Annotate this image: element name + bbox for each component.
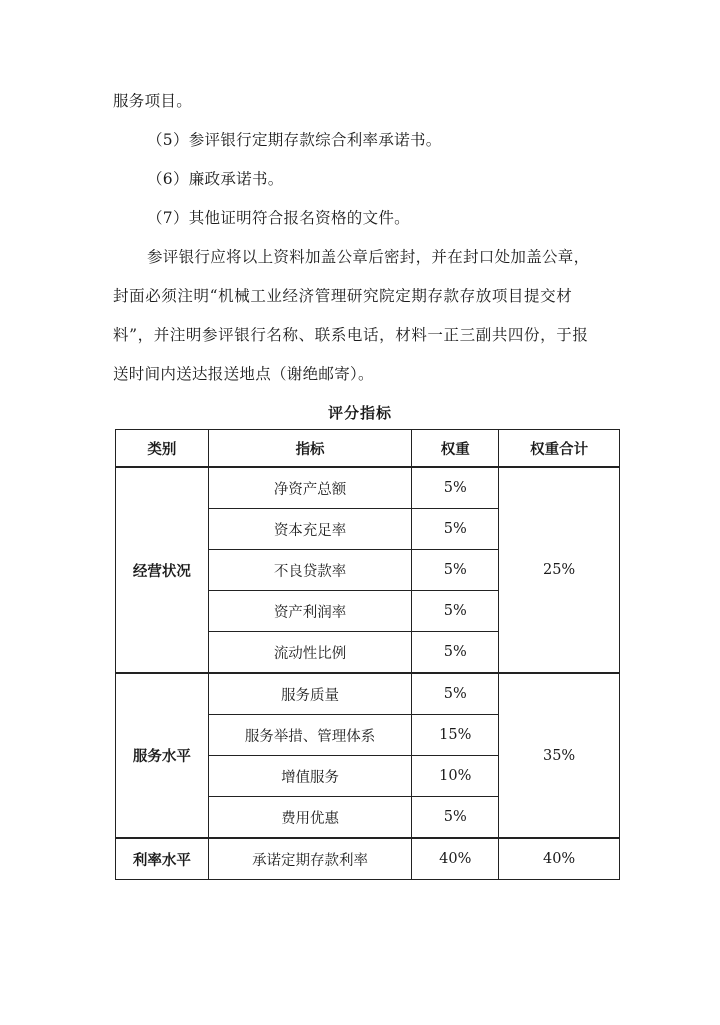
- header-indicator: 指标: [208, 430, 412, 468]
- weight-cell: 10%: [412, 756, 499, 797]
- weight-cell: 40%: [412, 838, 499, 880]
- indicator-cell: 流动性比例: [208, 632, 412, 674]
- weight-cell: 5%: [412, 467, 499, 509]
- table-row: [116, 673, 620, 715]
- category-cell: 服务水平: [116, 673, 209, 838]
- indicator-cell: 不良贷款率: [208, 550, 412, 591]
- paragraph-line: 封面必须注明“机械工业经济管理研究院定期存款存放项目提交材: [113, 287, 573, 305]
- weight-cell: 5%: [412, 797, 499, 839]
- scoring-table: [115, 429, 620, 880]
- weight-cell: 5%: [412, 591, 499, 632]
- table-row: [116, 838, 620, 880]
- total-cell: 40%: [499, 838, 620, 880]
- category-cell: 利率水平: [116, 838, 209, 880]
- table-row: [116, 467, 620, 509]
- header-weight-total: 权重合计: [499, 430, 620, 468]
- indicator-cell: 资本充足率: [208, 509, 412, 550]
- weight-cell: 5%: [412, 673, 499, 715]
- table-header-row: [116, 430, 620, 468]
- list-item-5: （5）参评银行定期存款综合利率承诺书。: [147, 131, 442, 149]
- indicator-cell: 净资产总额: [208, 467, 412, 509]
- indicator-cell: 增值服务: [208, 756, 412, 797]
- weight-cell: 15%: [412, 715, 499, 756]
- total-cell: 35%: [499, 673, 620, 838]
- paragraph-line: 送时间内送达报送地点（谢绝邮寄）。: [113, 365, 374, 383]
- weight-cell: 5%: [412, 632, 499, 674]
- total-cell: 25%: [499, 467, 620, 673]
- paragraph-line: 服务项目。: [113, 92, 193, 110]
- weight-cell: 5%: [412, 550, 499, 591]
- list-item-7: （7）其他证明符合报名资格的文件。: [147, 209, 410, 227]
- indicator-cell: 费用优惠: [208, 797, 412, 839]
- indicator-cell: 资产利润率: [208, 591, 412, 632]
- header-weight: 权重: [412, 430, 499, 468]
- header-category: 类别: [116, 430, 209, 468]
- indicator-cell: 承诺定期存款利率: [208, 838, 412, 880]
- list-item-6: （6）廉政承诺书。: [147, 170, 284, 188]
- weight-cell: 5%: [412, 509, 499, 550]
- table-title: 评分指标: [327, 404, 392, 422]
- category-cell: 经营状况: [116, 467, 209, 673]
- indicator-cell: 服务举措、管理体系: [208, 715, 412, 756]
- paragraph-line: 料”，并注明参评银行名称、联系电话，材料一正三副共四份，于报: [113, 326, 589, 344]
- paragraph-line: 参评银行应将以上资料加盖公章后密封，并在封口处加盖公章，: [147, 248, 590, 266]
- indicator-cell: 服务质量: [208, 673, 412, 715]
